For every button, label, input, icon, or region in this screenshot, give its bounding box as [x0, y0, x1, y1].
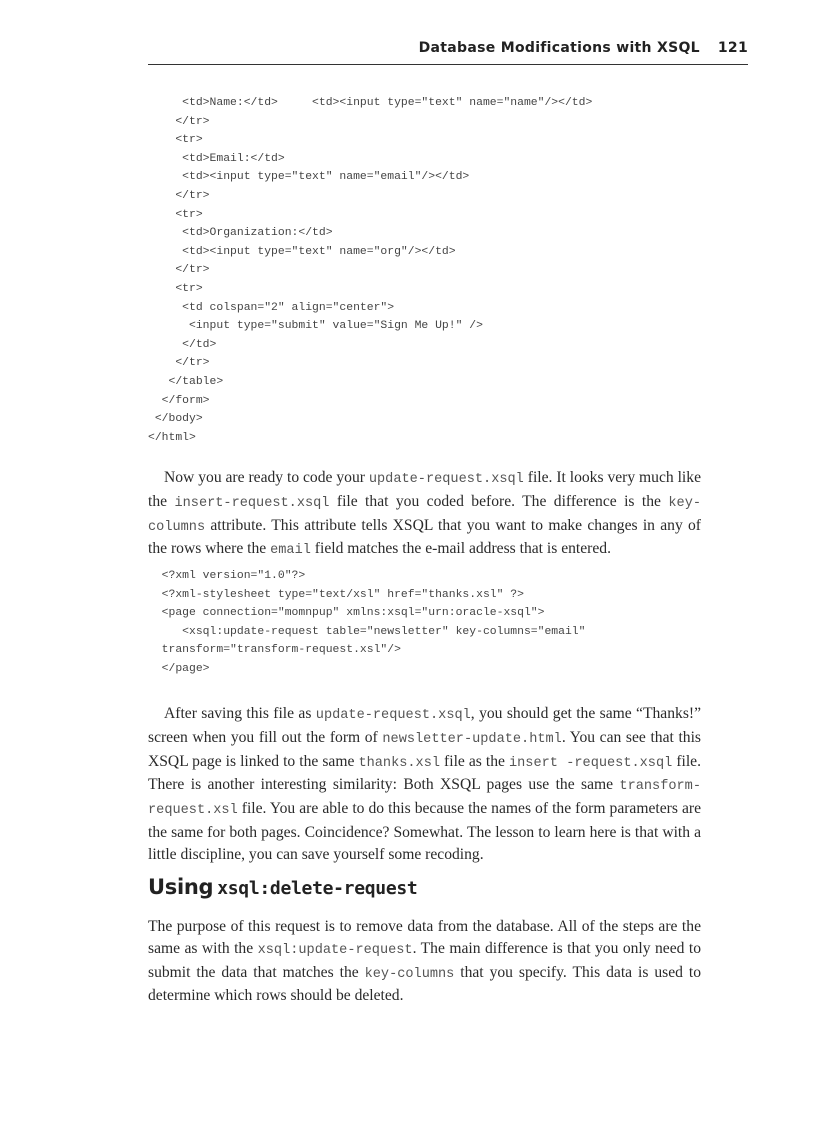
paragraph-after-saving: After saving this file as update-request.xsql, you should get the same “Thanks!” screen when you fill out the form of newsletter-update.html. You can see that this XSQL page is linked to the same thanks.xsl file as the insert -request.xsql file. There is another interesting similarity: Both XSQL pages use the same transform-request.xsl file. You are able to do this because the names of the form parameters are the same for both pages. Coincidence? Somewhat. The lesson to learn here is that with a little discipline, you can save yourself some recoding. [148, 705, 702, 863]
running-header [148, 40, 748, 56]
section-heading: Using xsql:delete-request [148, 875, 418, 899]
inline-code: update-request.xsql [368, 472, 524, 487]
inline-code: thanks.xsl [358, 755, 441, 771]
inline-code: insert-request.xsql [174, 495, 330, 511]
page-number: 121 [717, 40, 748, 56]
inline-code: update-request.xsql [315, 708, 471, 723]
paragraph-delete-request: The purpose of this request is to remove data from the database. All of the steps are the same as with the xsql:update-request. The main difference is that you only need to submit the data that matches the key-columns that you specify. This data is used to determine which rows should be deleted. [148, 918, 702, 1005]
inline-code: insert -request.xsql [508, 755, 673, 771]
header-rule [148, 64, 748, 65]
inline-code: key-columns [364, 966, 455, 982]
inline-code: key-columns [148, 495, 702, 535]
inline-code: email [270, 543, 311, 559]
inline-code: transform-request.xsl [148, 779, 701, 819]
xsql-code-listing: <?xml version="1.0"?> <?xml-stylesheet type="text/xsl" href="thanks.xsl" ?> <page connection="momnpup" xmlns:xsql="urn:oracle-xsql"> <xsql:update-request table="newsletter" key-columns="email" transform="transform-request.xsl"/> </page> [161, 570, 586, 675]
html-form-code-listing: <td>Name:</td> <td><input type="text" name="name"/></td> </tr> <tr> <td>Email:</td> <td><input type="text" name="email"/></td> </tr> <tr> <td>Organization:</td> <td><input type="text" name="org"/></td> </tr> <tr> <td colspan="2" align="center"> <input type="submit" value="Sign Me Up!" /> </td> </tr> </table> </form> </body> </html> [148, 97, 593, 444]
inline-code: newsletter-update.html [382, 731, 562, 747]
paragraph-update-request-intro: Now you are ready to code your update-request.xsql file. It looks very much like the insert-request.xsql file that you coded before. The difference is the key-columns attribute. This attribute tells XSQL that you want to make changes in any of the rows where the email field matches the e-mail address that is entered. [148, 469, 702, 559]
chapter-title: Database Modifications with XSQL [418, 40, 700, 56]
section-heading-code: xsql:delete-request [217, 878, 418, 899]
inline-code: xsql:update-request [257, 942, 413, 958]
